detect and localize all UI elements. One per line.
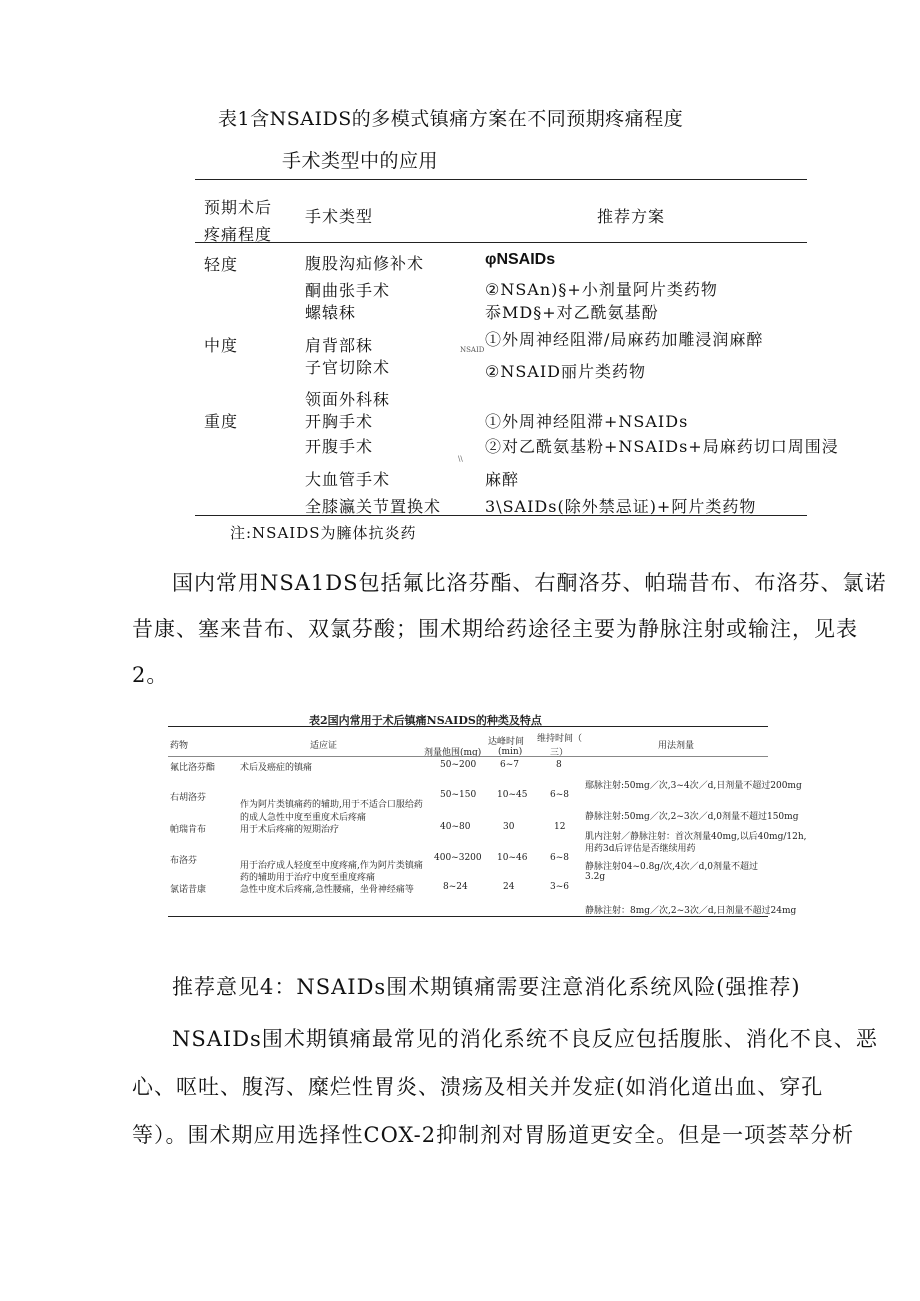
table2-usage: 肌内注射／静脉注射：首次剂量40mg,以后40mg/12h, [585, 832, 807, 842]
table2-header-peak-unit: (min) [498, 747, 523, 757]
table1-header-level-line2: 疼痛程度 [204, 225, 273, 244]
paragraph1-line: 2。 [132, 663, 169, 687]
table1-stray-mark: NSAID [460, 346, 485, 354]
table2-indication: 药的辅助用于治疗中度至重度疼痛 [240, 873, 376, 883]
table2-usage: 用药3d后评估是否继续用药 [585, 844, 696, 854]
table2-header-duration-unit: 三） [550, 748, 569, 758]
table1-plan: ①外周神经阻滞+NSAIDs [485, 412, 689, 431]
table2-peak: 30 [503, 822, 515, 832]
table2-drug: 氯诺昔康 [170, 885, 207, 895]
table1-plan: ①外周神经阻滞/局麻药加雕浸润麻醉 [485, 330, 764, 349]
table2-indication: 作为阿片类镇痛药的辅助,用于不适合口服给药 [240, 800, 423, 810]
table2-usage: 3.2g [585, 872, 606, 882]
table2-drug: 帕瑞肯布 [170, 825, 207, 835]
table1-surgery: 大血管手术 [305, 470, 391, 489]
table1-header-plan: 推荐方案 [597, 207, 666, 226]
table1-title-line2: 手术类型中的应用 [282, 150, 439, 172]
table2-duration: 6~8 [550, 790, 569, 800]
table2-usage: 鄢脉注射:50mg／次,3~4次／d,日剂量不超过200mg [585, 781, 802, 791]
table2-peak: 6~7 [500, 760, 519, 770]
table2-dose: 8~24 [443, 882, 468, 892]
table2-usage: 静脉注射:50mg／次,2~3次／d,0剂量不超过150mg [585, 812, 799, 822]
paragraph1-line: 国内常用NSA1DS包括氟比洛芬酯、右酮洛芬、帕瑞昔布、布洛芬、氯诺 [172, 571, 887, 595]
paragraph1-line: 昔康、塞来昔布、双氯芬酸；围术期给药途径主要为静脉注射或输注，见表 [132, 617, 858, 641]
table1-surgery: 酮曲张手术 [305, 281, 391, 300]
table1-title-line1: 表1含NSAIDS的多模式镇痛方案在不同预期疼痛程度 [218, 108, 684, 130]
table1-plan: ②NSAn)§+小剂量阿片类药物 [485, 280, 718, 299]
table2-indication: 的成人急性中度至重度术后疼痛 [240, 813, 367, 823]
table1-surgery: 腹股沟疝修补术 [305, 254, 425, 273]
table2-header-drug: 药物 [170, 741, 189, 751]
recommendation-heading: 推荐意见4：NSAIDs围术期镇痛需要注意消化系统风险(强推荐) [172, 975, 801, 999]
table2-indication: 术后及癌症的镇痛 [240, 763, 313, 773]
table2-header-indication: 适应证 [310, 741, 338, 751]
table1-top-rule [195, 179, 807, 180]
table2-indication: 急性中度术后疼痛,急性腰痛，坐骨神经痛等 [240, 885, 414, 895]
table2-bottom-rule [168, 916, 768, 917]
table2-drug: 布洛芬 [170, 856, 198, 866]
table1-surgery: 子官切除术 [305, 358, 391, 377]
table1-bottom-rule [195, 515, 807, 516]
table1-header-level-line1: 预期术后 [204, 198, 273, 217]
table2-dose: 400~3200 [434, 853, 482, 863]
table1-surgery: 肩背部秣 [305, 336, 374, 355]
table1-surgery: 开腹手术 [305, 437, 374, 456]
table2-usage: 静脉注射：8mg／次,2~3次／d,日剂量不超过24mg [585, 906, 797, 916]
table1-stray-mark: \\ [458, 455, 463, 463]
table1-level-mild: 轻度 [204, 255, 239, 274]
table1-surgery: 全膝瀛关节置换术 [305, 497, 442, 516]
table2-dose: 50~200 [440, 760, 477, 770]
table1-header-surgery: 手术类型 [305, 207, 374, 226]
table2-duration: 12 [554, 822, 566, 832]
table1-surgery: 开胸手术 [305, 412, 374, 431]
table1-note: 注:NSAIDS为臃体抗炎药 [230, 524, 417, 542]
table1-plan: 3\SAIDs(除外禁忌证)+阿片类药物 [485, 497, 757, 516]
table1-plan: 麻醉 [485, 470, 520, 489]
table2-peak: 24 [503, 882, 515, 892]
table2-drug: 右胡洛芬 [170, 793, 207, 803]
table2-indication: 用于治疗成人轻度至中度疼痛,作为阿片类镇痛 [240, 861, 423, 871]
table2-peak: 10~46 [497, 853, 528, 863]
table2-dose: 40~80 [440, 822, 471, 832]
table1-header-rule [195, 242, 807, 243]
recommendation-line: 心、呕吐、腹泻、糜烂性胃炎、溃疡及相关并发症(如消化道出血、穿孔 [132, 1075, 824, 1099]
table2-duration: 8 [556, 760, 562, 770]
table1-plan: ②对乙酰氨基粉+NSAIDs+局麻药切口周围浸 [485, 437, 839, 456]
table2-drug: 氟比洛芬酯 [170, 763, 216, 773]
table2-duration: 6~8 [550, 853, 569, 863]
table1-plan: φNSAIDs [485, 251, 556, 268]
recommendation-line: NSAIDs围术期镇痛最常见的消化系统不良反应包括腹胀、消化不良、恶 [172, 1027, 878, 1051]
table2-header-dose: 剂量他围(mg) [424, 748, 482, 758]
table2-header-rule [168, 756, 768, 757]
table1-surgery: 领面外科秣 [305, 390, 391, 409]
table2-title: 表2国内常用于术后镇痛NSAIDS的种类及特点 [309, 714, 542, 727]
table2-header-usage: 用法剂量 [658, 741, 695, 751]
table2-indication: 用于术后疼痛的短期治疗 [240, 825, 340, 835]
table1-plan: 忝MD§+对乙酰氨基酚 [485, 303, 659, 322]
recommendation-line: 等）。围术期应用选择性COX-2抑制剂对胃肠道更安全。但是一项荟萃分析 [132, 1123, 855, 1147]
table1-level-severe: 重度 [204, 412, 239, 431]
table2-peak: 10~45 [497, 790, 528, 800]
table2-header-duration: 维持时间（ [537, 734, 583, 744]
table2-header-peak: 达峰时间 [488, 737, 525, 747]
table2-duration: 3~6 [550, 882, 569, 892]
table1-plan: ②NSAID丽片类药物 [485, 362, 647, 381]
table2-top-rule [168, 726, 768, 727]
table2-dose: 50~150 [440, 790, 477, 800]
table1-surgery: 螺辕秣 [305, 303, 357, 322]
table2-usage: 静脉注射04~0.8g/次,4次／d,0剂量不超过 [585, 862, 759, 872]
table1-level-moderate: 中度 [204, 336, 239, 355]
